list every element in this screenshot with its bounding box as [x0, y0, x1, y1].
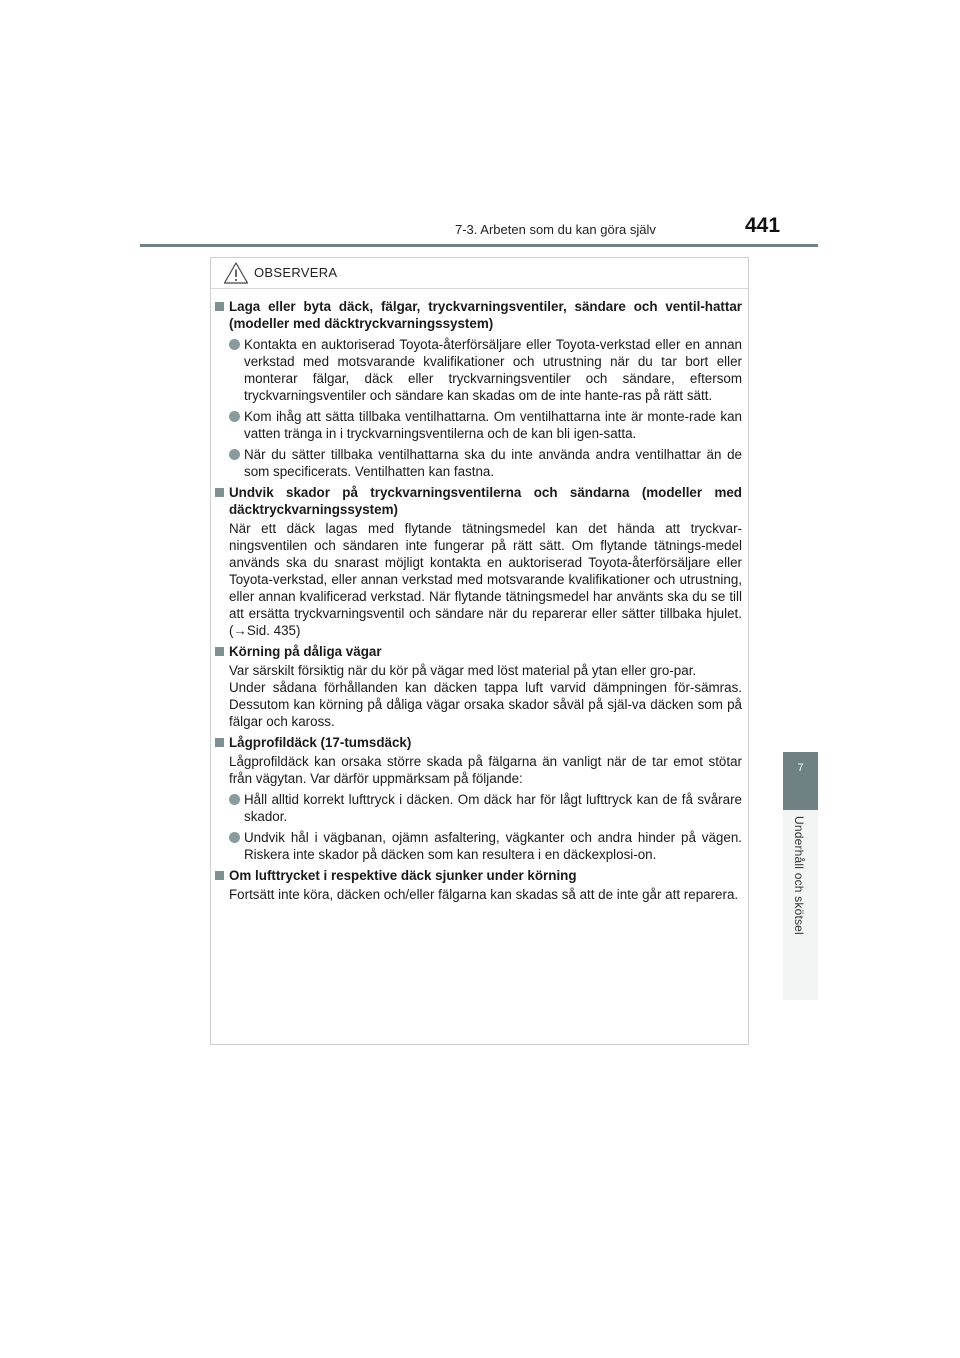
paragraph-text: ) — [296, 623, 301, 638]
chapter-title: Underhåll och skötsel — [792, 816, 806, 935]
caution-content — [211, 298, 748, 907]
section-title: Undvik skador på tryckvarningsventilerna och sändarna (modeller med däcktryckvarningssystem) — [229, 485, 742, 517]
section-title: Om lufttrycket i respektive däck sjunker under körning — [229, 868, 577, 883]
caution-notice-box — [210, 257, 749, 1045]
section-paragraph: Fortsätt inte köra, däcken och/eller fälgarna kan skadas så att de inte går att reparera. — [229, 887, 739, 902]
warning-triangle-icon — [223, 261, 249, 285]
section-title: Körning på dåliga vägar — [229, 644, 382, 659]
list-item-text: När du sätter tillbaka ventilhattarna ska du inte använda andra ventilhattar än de som specificerats. Ventilhatten kan fastna. — [244, 447, 742, 479]
section-paragraph: Var särskilt försiktig när du kör på vägar med löst material på ytan eller gro-par. — [229, 663, 697, 678]
circle-bullet-icon — [229, 339, 240, 350]
circle-bullet-icon — [229, 794, 240, 805]
section-paragraph — [229, 520, 742, 639]
section-repair-tires — [211, 298, 748, 480]
square-bullet-icon — [215, 738, 224, 747]
chapter-tab — [783, 752, 818, 810]
section-paragraph: Under sådana förhållanden kan däcken tappa luft varvid dämpningen för-sämras. Dessutom kan körning på dåliga vägar orsaka skador såväl på själ-va däcken som på fälgar och kaross. — [229, 680, 742, 729]
section-rough-roads — [211, 643, 748, 730]
list-item-text: Undvik hål i vägbanan, ojämn asfaltering, vägkanter och andra hinder på vägen. Riskera inte skador på däcken som kan resultera i en däckexplosi-on. — [244, 830, 742, 862]
caution-notice-header — [211, 258, 748, 289]
circle-bullet-icon — [229, 449, 240, 460]
section-low-profile-tires — [211, 734, 748, 863]
square-bullet-icon — [215, 302, 224, 311]
section-title: Lågprofildäck (17-tumsdäck) — [229, 735, 412, 750]
list-item — [229, 336, 742, 404]
list-item — [229, 829, 742, 863]
caution-title: OBSERVERA — [254, 265, 338, 280]
list-item-text: Håll alltid korrekt lufttryck i däcken. Om däck har för lågt lufttryck kan de få svårare skador. — [244, 792, 742, 824]
list-item — [229, 446, 742, 480]
section-title: Laga eller byta däck, fälgar, tryckvarningsventiler, sändare och ventil-hattar (modeller med däcktryckvarningssystem) — [229, 299, 742, 331]
section-paragraph: Lågprofildäck kan orsaka större skada på fälgarna än vanligt när de tar emot stötar från vägytan. Var därför uppmärksam på följande: — [229, 754, 742, 786]
square-bullet-icon — [215, 871, 224, 880]
header-rule — [140, 244, 818, 247]
page-reference-link[interactable]: Sid. 435 — [246, 623, 296, 638]
paragraph-text: När ett däck lagas med flytande tätningsmedel kan det hända att tryckvar-ningsventilen och sändaren inte fungerar på rätt sätt. Om flytande tätnings-medel används ska du snarast möjligt kontakta en auktoriserad Toyota-återförsäljare eller Toyota-verkstad, eller annan verkstad med motsvarande kvalifikationer och utrustning, eller annan kvalificerad verkstad. När flytande tätningsmedel har använts ska du se till att ersätta tryckvarningsventil och sändare när du reparerar eller sätter tillbaka hjulet. ( — [229, 521, 742, 638]
section-avoid-damage — [211, 484, 748, 639]
square-bullet-icon — [215, 488, 224, 497]
circle-bullet-icon — [229, 832, 240, 843]
square-bullet-icon — [215, 647, 224, 656]
page-number: 441 — [745, 214, 781, 237]
chapter-number: 7 — [797, 762, 804, 774]
running-header-title: 7-3. Arbeten som du kan göra själv — [455, 222, 656, 237]
list-item — [229, 791, 742, 825]
circle-bullet-icon — [229, 411, 240, 422]
list-item-text: Kom ihåg att sätta tillbaka ventilhattarna. Om ventilhattarna inte är monte-rade kan vatten tränga in i tryckvarningsventilerna och de kan bli igen-satta. — [244, 409, 742, 441]
arrow-right-icon: → — [233, 623, 247, 638]
section-pressure-drop — [211, 867, 748, 903]
list-item-text: Kontakta en auktoriserad Toyota-återförsäljare eller Toyota-verkstad eller en annan verkstad med motsvarande kvalifikationer och utrustning när du tar bort eller monterar fälgar, däck eller tryckvarningsventiler och sändare, eftersom tryckvarningsventiler och sändare kan skadas om de inte hante-ras på rätt sätt. — [244, 337, 742, 403]
list-item — [229, 408, 742, 442]
